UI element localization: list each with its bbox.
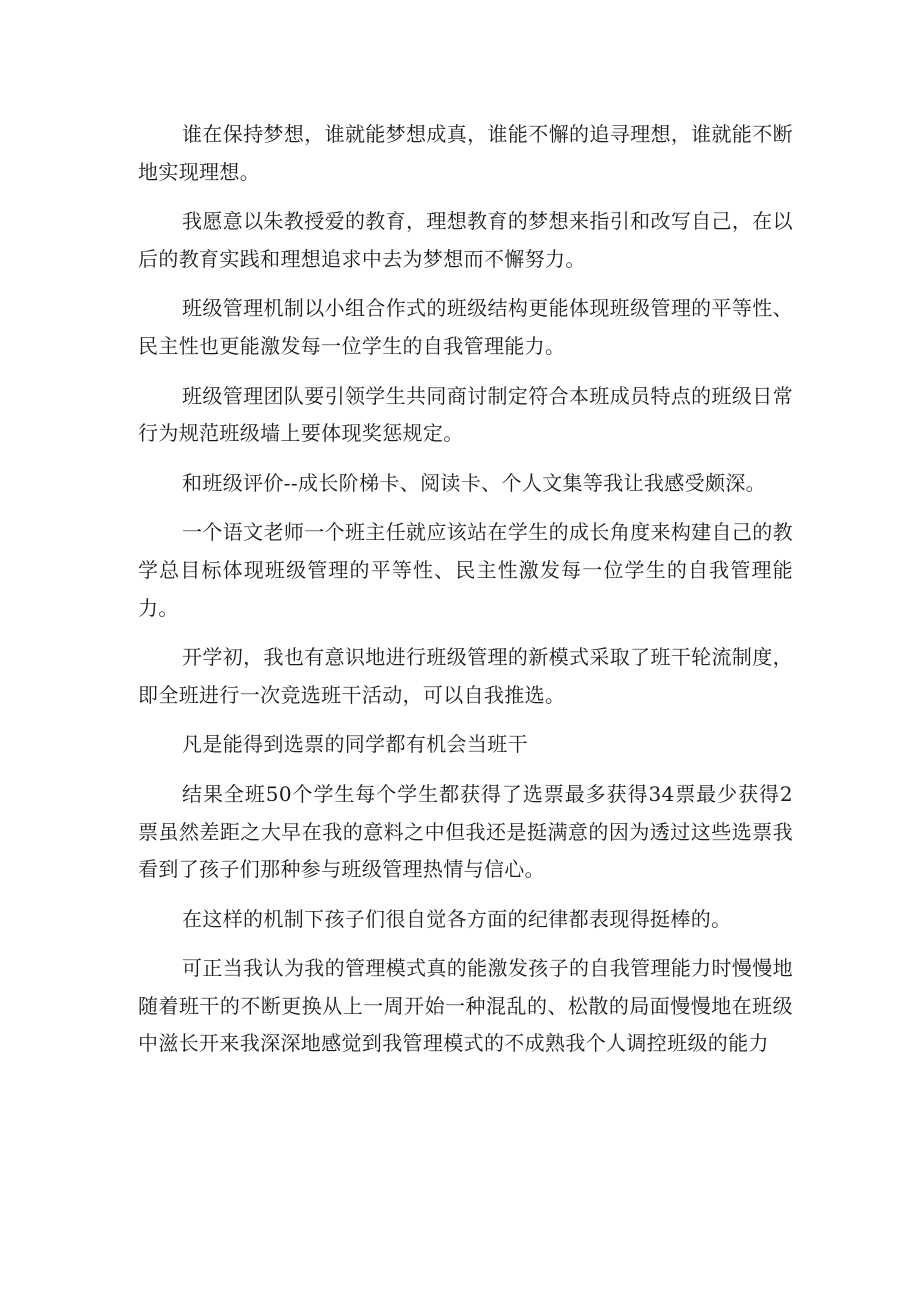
paragraph: 可正当我认为我的管理模式真的能激发孩子的自我管理能力时慢慢地随着班干的不断更换从上一周开始一种混乱的、松散的局面慢慢地在班级中滋长开来我深深地感觉到我管理模式的不成熟我个人调控班级的能力 <box>138 956 793 1056</box>
paragraph: 我愿意以朱教授爱的教育，理想教育的梦想来指引和改写自己，在以后的教育实践和理想追求中去为梦想而不懈努力。 <box>138 209 793 271</box>
paragraph: 班级管理机制以小组合作式的班级结构更能体现班级管理的平等性、民主性也更能激发每一位学生的自我管理能力。 <box>138 296 793 358</box>
paragraph: 在这样的机制下孩子们很自觉各方面的纪律都表现得挺棒的。 <box>182 906 732 931</box>
paragraph: 和班级评价--成长阶梯卡、阅读卡、个人文集等我让我感受颇深。 <box>182 470 767 495</box>
paragraph: 凡是能得到选票的同学都有机会当班干 <box>182 732 528 757</box>
document-body <box>138 116 793 1075</box>
paragraph: 班级管理团队要引领学生共同商讨制定符合本班成员特点的班级日常行为规范班级墙上要体现奖惩规定。 <box>138 383 793 446</box>
paragraph: 结果全班50个学生每个学生都获得了选票最多获得34票最少获得2票虽然差距之大早在我的意料之中但我还是挺满意的因为透过这些选票我看到了孩子们那种参与班级管理热情与信心。 <box>138 781 793 882</box>
paragraph: 谁在保持梦想，谁就能梦想成真，谁能不懈的追寻理想，谁就能不断地实现理想。 <box>138 122 793 184</box>
paragraph: 开学初，我也有意识地进行班级管理的新模式采取了班干轮流制度，即全班进行一次竞选班干活动，可以自我推选。 <box>138 645 793 707</box>
paragraph: 一个语文老师一个班主任就应该站在学生的成长角度来构建自己的教学总目标体现班级管理的平等性、民主性激发每一位学生的自我管理能力。 <box>138 520 793 620</box>
